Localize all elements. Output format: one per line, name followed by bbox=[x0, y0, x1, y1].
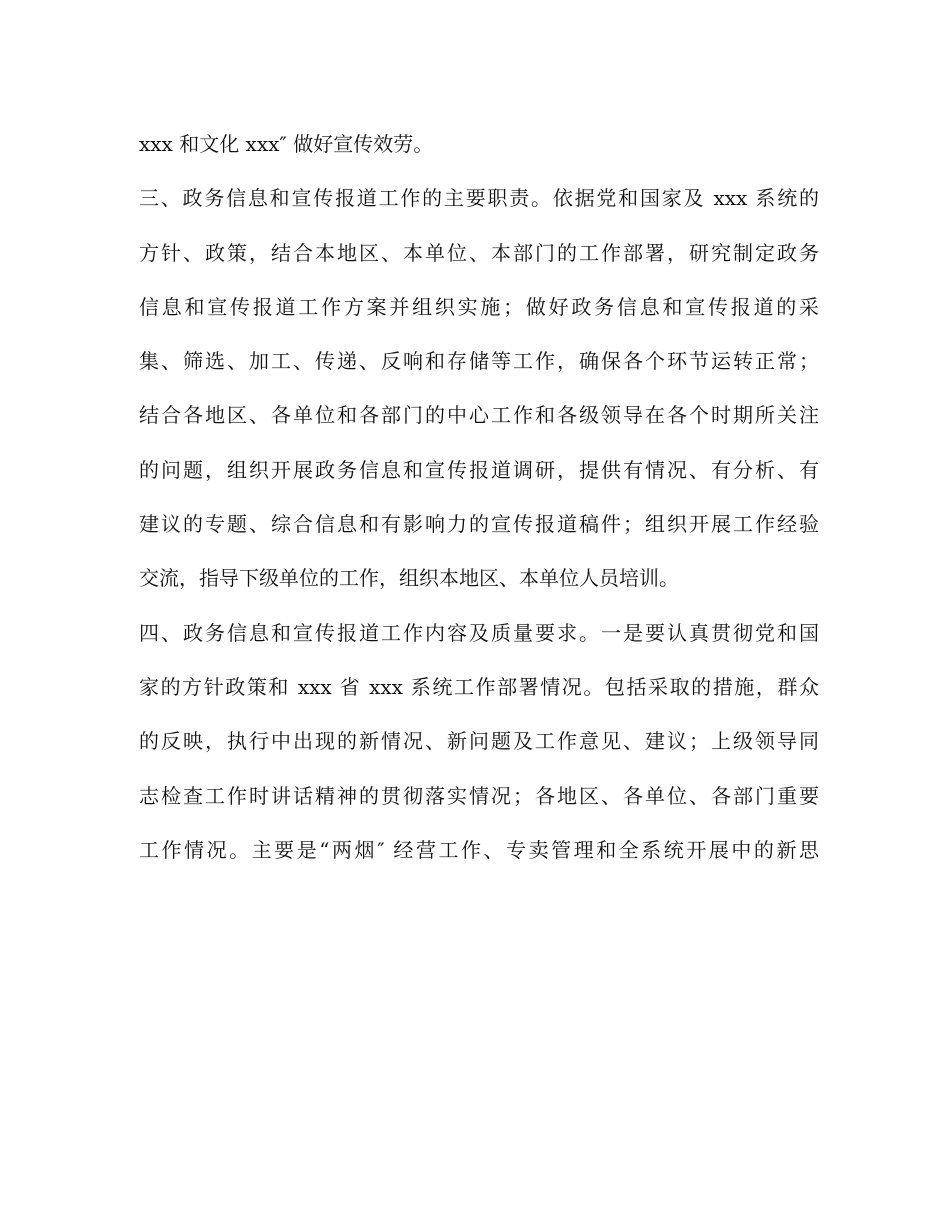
text-line-2: 三、政务信息和宣传报道工作的主要职责。依据党和国家及 xxx 系统的 bbox=[139, 186, 819, 211]
text-line-9: 交流，指导下级单位的工作，组织本地区、本单位人员培训。 bbox=[139, 566, 679, 591]
text-line-12: 的反映，执行中出现的新情况、新问题及工作意见、建议；上级领导同 bbox=[139, 729, 819, 754]
text-line-1: xxx 和文化 xxx″ 做好宣传效劳。 bbox=[139, 132, 434, 156]
text-line-11: 家的方针政策和 xxx 省 xxx 系统工作部署情况。包括采取的措施，群众 bbox=[139, 674, 819, 699]
text-line-13: 志检查工作时讲话精神的贯彻落实情况；各地区、各单位、各部门重要 bbox=[139, 783, 819, 808]
text-line-5: 集、筛选、加工、传递、反响和存储等工作，确保各个环节运转正常； bbox=[139, 349, 819, 374]
text-line-10: 四、政务信息和宣传报道工作内容及质量要求。一是要认真贯彻党和国 bbox=[139, 620, 819, 645]
text-line-7: 的问题，组织开展政务信息和宣传报道调研，提供有情况、有分析、有 bbox=[139, 457, 819, 482]
text-line-6: 结合各地区、各单位和各部门的中心工作和各级领导在各个时期所关注 bbox=[139, 403, 819, 428]
text-line-8: 建议的专题、综合信息和有影响力的宣传报道稿件；组织开展工作经验 bbox=[139, 512, 819, 537]
text-line-3: 方针、政策，结合本地区、本单位、本部门的工作部署，研究制定政务 bbox=[139, 240, 819, 265]
text-line-14: 工作情况。主要是“两烟″ 经营工作、专卖管理和全系统开展中的新思 bbox=[139, 837, 819, 862]
document-body bbox=[139, 124, 819, 884]
text-line-4: 信息和宣传报道工作方案并组织实施；做好政务信息和宣传报道的采 bbox=[139, 294, 819, 319]
